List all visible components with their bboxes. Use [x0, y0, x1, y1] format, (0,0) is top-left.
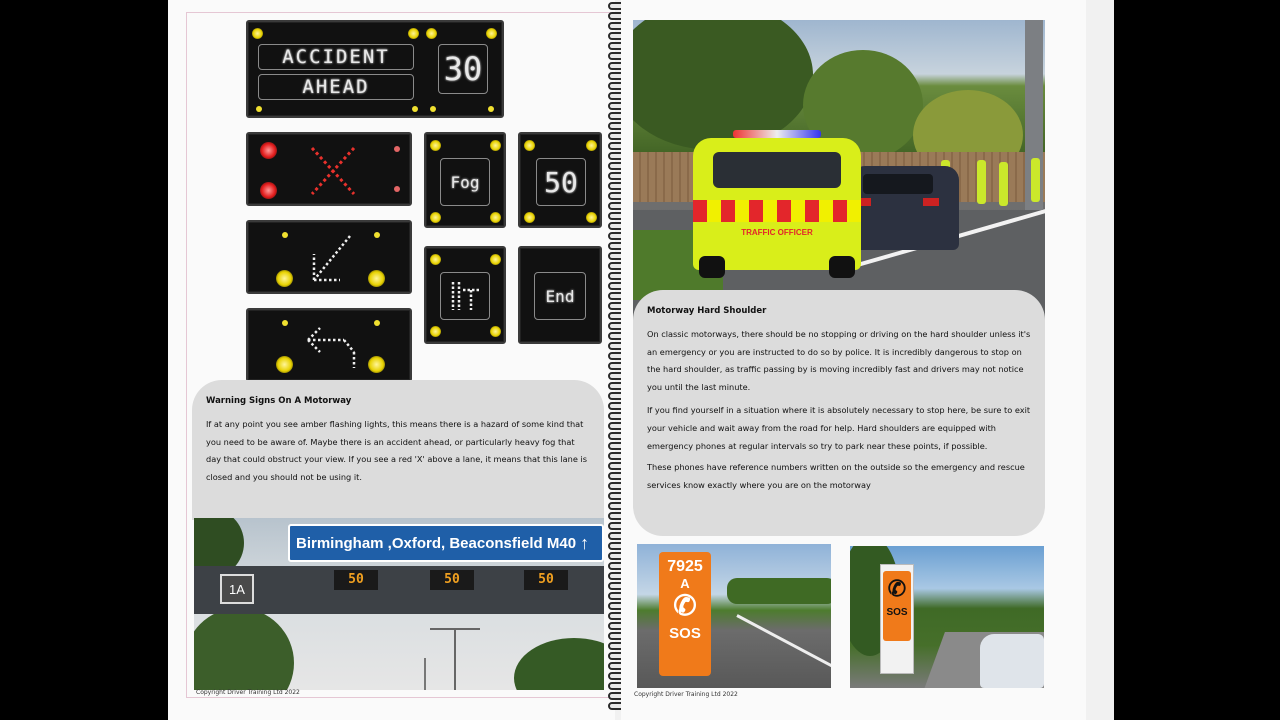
- amber-dot-icon: [374, 320, 380, 326]
- hard-shoulder-title: Motorway Hard Shoulder: [647, 306, 767, 316]
- speed-50-sign: [518, 132, 602, 228]
- red-dot-icon: [394, 186, 400, 192]
- warning-signs-title: Warning Signs On A Motorway: [206, 396, 352, 406]
- amber-lamp-icon: [368, 356, 385, 373]
- right-copyright: Copyright Driver Training Ltd 2022: [634, 691, 738, 698]
- speed-limit-display: 50: [524, 570, 568, 590]
- tree-shape: [194, 608, 294, 690]
- red-x-icon: [308, 144, 358, 198]
- amber-dot-icon: [412, 106, 418, 112]
- tree-shape: [514, 638, 604, 690]
- road-line: [736, 614, 831, 668]
- amber-lamp-icon: [524, 212, 535, 223]
- accident-line-1: ACCIDENT: [258, 44, 414, 70]
- phone-icon: ✆: [673, 590, 697, 621]
- motorway-gantry-photo: [194, 518, 604, 690]
- left-copyright: Copyright Driver Training Ltd 2022: [196, 689, 300, 696]
- direction-sign: [288, 524, 604, 562]
- left-page: [168, 0, 615, 720]
- fog-sign: [424, 132, 506, 228]
- white-van: [980, 634, 1044, 688]
- junction-number: 1A: [229, 581, 245, 597]
- officer-figure: [977, 160, 986, 204]
- police-car-photo: [633, 20, 1045, 320]
- red-dot-icon: [394, 146, 400, 152]
- amber-lamp-icon: [430, 140, 441, 151]
- officer-figure: [999, 162, 1008, 206]
- sos-number: 7925: [667, 558, 703, 575]
- amber-lamp-icon: [586, 212, 597, 223]
- accident-ahead-sign: [246, 20, 504, 118]
- amber-lamp-icon: [524, 140, 535, 151]
- sos-label: SOS: [669, 625, 701, 642]
- amber-lamp-icon: [430, 212, 441, 223]
- hard-shoulder-para-1: On classic motorways, there should be no stopping or driving on the hard shoulder unless it's an emergency or you are instructed to do so by police. It is incredibly dangerous to stop on the hard shoulder, as traffic passing by is moving incredibly fast and drivers may not notice you until the last minute.: [647, 329, 1031, 392]
- arrow-left-return-icon: [304, 322, 360, 372]
- phone-icon: ✆: [887, 576, 907, 601]
- traffic-officer-text: TRAFFIC OFFICER: [741, 228, 813, 237]
- tail-light: [923, 198, 939, 206]
- red-lamp-icon: [260, 182, 277, 199]
- accident-line-2: AHEAD: [258, 74, 414, 100]
- lamp-post: [430, 628, 480, 630]
- amber-dot-icon: [282, 320, 288, 326]
- sos-post-photo-1: [637, 544, 831, 688]
- amber-lamp-icon: [276, 356, 293, 373]
- warning-signs-body: If at any point you see amber flashing lights, this means there is a hazard of some kind that you need to be aware of. Maybe there is an accident ahead, or particularly heavy fog that day that could obstruct your view. If you see a red 'X' above a lane, it means that this lane is closed and you should not be using it.: [206, 419, 588, 482]
- amber-lamp-icon: [490, 254, 501, 265]
- lamp-post: [424, 658, 426, 690]
- amber-lamp-icon: [276, 270, 293, 287]
- hard-shoulder-para-3: These phones have reference numbers written on the outside so the emergency and rescue services know exactly where you are on the motorway: [647, 462, 1025, 490]
- amber-lamp-icon: [490, 326, 501, 337]
- sos-post: [880, 564, 914, 674]
- dark-car: [851, 166, 959, 250]
- junction-marker: [220, 574, 254, 604]
- amber-lamp-icon: [490, 212, 501, 223]
- amber-dot-icon: [374, 232, 380, 238]
- wheel: [829, 256, 855, 278]
- sos-post: [659, 552, 711, 676]
- hard-shoulder-para-2: If you find yourself in a situation where it is absolutely necessary to stop here, be sure to exit your vehicle and wait away from the road for help. Hard shoulders are equipped with emergency phones at regular intervals so try to park near these points, if possible.: [647, 405, 1031, 451]
- turn-left-sign: [246, 308, 412, 382]
- sos-label: SOS: [886, 607, 908, 618]
- lamp-post: [454, 628, 456, 690]
- lane-closed-sign: [246, 132, 412, 206]
- wheel: [699, 256, 725, 278]
- police-car: [693, 138, 861, 270]
- warning-signs-card: [192, 380, 604, 520]
- direction-sign-text: Birmingham ,Oxford, Beaconsfield M40: [296, 534, 577, 552]
- book-spread: [168, 0, 1114, 720]
- battenburg-stripe: [693, 200, 861, 222]
- speed-limit-display: 50: [430, 570, 474, 590]
- sos-suffix: A: [680, 576, 690, 591]
- amber-lamp-icon: [430, 254, 441, 265]
- amber-lamp-icon: [368, 270, 385, 287]
- speed-50-display: 50: [536, 158, 586, 206]
- lane-divert-display: [440, 272, 490, 320]
- red-lamp-icon: [260, 142, 277, 159]
- hard-shoulder-card: [633, 290, 1045, 536]
- tree-shape: [727, 578, 831, 604]
- end-text: End: [534, 272, 586, 320]
- sos-post-photo-2: [850, 546, 1044, 688]
- amber-dot-icon: [282, 232, 288, 238]
- amber-lamp-icon: [430, 326, 441, 337]
- gantry-bar: [194, 566, 604, 614]
- amber-dot-icon: [256, 106, 262, 112]
- lane-divert-icon: [447, 278, 483, 314]
- arrow-down-left-icon: [308, 230, 356, 286]
- amber-lamp-icon: [426, 28, 437, 39]
- speed-30-display: 30: [438, 44, 488, 94]
- car-window: [713, 152, 841, 188]
- amber-dot-icon: [488, 106, 494, 112]
- amber-lamp-icon: [586, 140, 597, 151]
- speed-limit-display: 50: [334, 570, 378, 590]
- amber-dot-icon: [430, 106, 436, 112]
- arrow-up-icon: ↑: [580, 532, 590, 553]
- amber-lamp-icon: [252, 28, 263, 39]
- end-sign: [518, 246, 602, 344]
- sos-panel: [883, 571, 911, 641]
- amber-lamp-icon: [486, 28, 497, 39]
- fog-text: Fog: [440, 158, 490, 206]
- officer-figure: [1031, 158, 1040, 202]
- light-bar: [733, 130, 821, 138]
- car-window: [863, 174, 933, 194]
- lane-divert-sign: [424, 246, 506, 344]
- amber-lamp-icon: [408, 28, 419, 39]
- move-left-sign: [246, 220, 412, 294]
- amber-lamp-icon: [490, 140, 501, 151]
